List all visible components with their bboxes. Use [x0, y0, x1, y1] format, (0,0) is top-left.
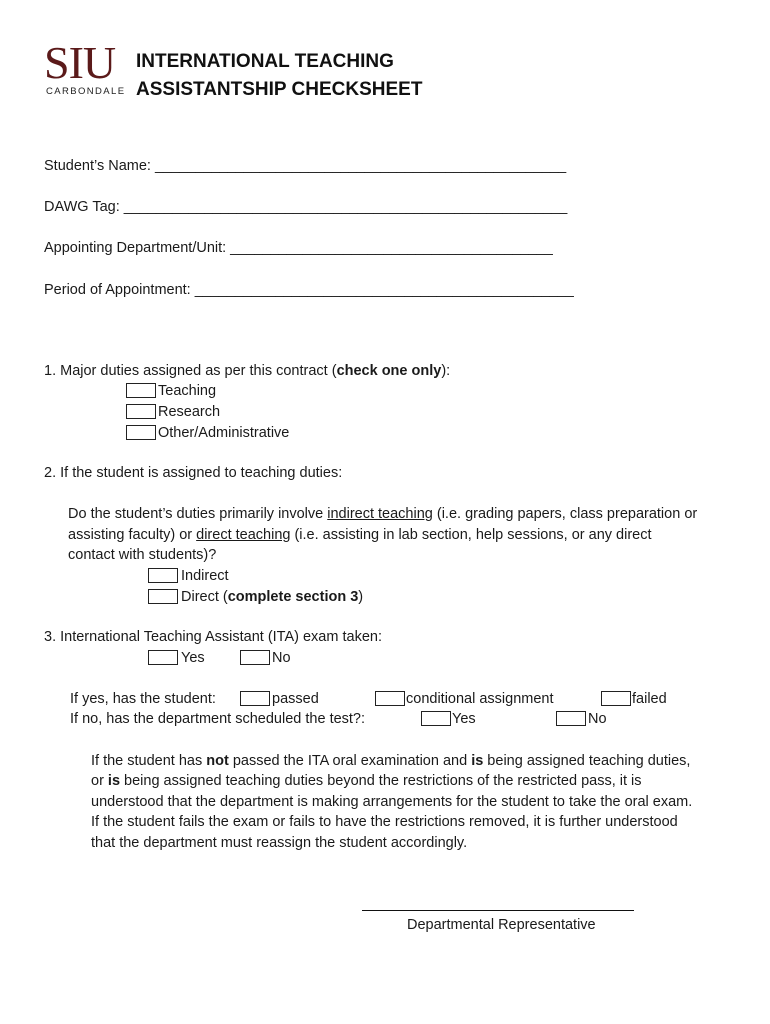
page-title: [136, 48, 422, 104]
other-administrative-checkbox[interactable]: [126, 425, 156, 440]
failed-label: failed: [632, 691, 667, 707]
research-label: Research: [158, 404, 221, 420]
failed-checkbox[interactable]: [601, 691, 631, 706]
direct-checkbox[interactable]: [148, 589, 178, 604]
siu-logo: SIU: [44, 37, 116, 88]
notice-line-2: or is being assigned teaching duties beyond the restrictions of the restricted pass, it is: [91, 773, 642, 789]
section-2-question-line-1: Do the student’s duties primarily involve indirect teaching (i.e. grading papers, class preparation or: [68, 506, 698, 522]
section-1-heading: 1. Major duties assigned as per this contract (check one only):: [44, 363, 451, 379]
section-2-question-line-2: assisting faculty) or direct teaching (i.e. assisting in lab section, help sessions, or any direct: [68, 527, 652, 543]
section-2-question-line-3: contact with students)?: [68, 547, 217, 563]
scheduled-yes-checkbox[interactable]: [421, 711, 451, 726]
ita-yes-label: Yes: [181, 650, 205, 666]
if-no-label: If no, has the department scheduled the test?:: [70, 711, 366, 727]
student-name-field[interactable]: Student’s Name: ___________________________________________________: [44, 158, 567, 174]
section-2-heading: 2. If the student is assigned to teaching duties:: [44, 465, 343, 481]
ita-yes-checkbox[interactable]: [148, 650, 178, 665]
notice-line-5: that the department must reassign the student accordingly.: [91, 835, 468, 851]
notice-line-1: If the student has not passed the ITA oral examination and is being assigned teaching duties,: [91, 753, 691, 769]
passed-checkbox[interactable]: [240, 691, 270, 706]
ita-no-checkbox[interactable]: [240, 650, 270, 665]
teaching-label: Teaching: [158, 383, 217, 399]
notice-line-4: If the student fails the exam or fails to have the restrictions removed, it is further understood: [91, 814, 678, 830]
teaching-checkbox[interactable]: [126, 383, 156, 398]
conditional-assignment-label: conditional assignment: [406, 691, 554, 707]
research-checkbox[interactable]: [126, 404, 156, 419]
passed-label: passed: [272, 691, 319, 707]
other-administrative-label: Other/Administrative: [158, 425, 290, 441]
dawg-tag-field[interactable]: DAWG Tag: _______________________________________________________: [44, 199, 568, 215]
ita-no-label: No: [272, 650, 291, 666]
signature-line[interactable]: [362, 910, 634, 911]
indirect-label: Indirect: [181, 568, 229, 584]
section-3-heading: 3. International Teaching Assistant (ITA) exam taken:: [44, 629, 382, 645]
notice-line-3: understood that the department is making arrangements for the student to take the oral exam.: [91, 794, 693, 810]
signature-label: Departmental Representative: [407, 917, 596, 933]
title-line-2: ASSISTANTSHIP CHECKSHEET: [136, 79, 423, 100]
direct-label: Direct (complete section 3): [181, 589, 364, 605]
department-field[interactable]: Appointing Department/Unit: ________________________________________: [44, 240, 553, 256]
conditional-assignment-checkbox[interactable]: [375, 691, 405, 706]
indirect-checkbox[interactable]: [148, 568, 178, 583]
siu-logo-subtitle: CARBONDALE: [46, 86, 126, 97]
scheduled-no-checkbox[interactable]: [556, 711, 586, 726]
period-field[interactable]: Period of Appointment: _______________________________________________: [44, 282, 574, 298]
title-line-1: INTERNATIONAL TEACHING: [136, 51, 394, 72]
scheduled-yes-label: Yes: [452, 711, 476, 727]
if-yes-label: If yes, has the student:: [70, 691, 216, 707]
scheduled-no-label: No: [588, 711, 607, 727]
